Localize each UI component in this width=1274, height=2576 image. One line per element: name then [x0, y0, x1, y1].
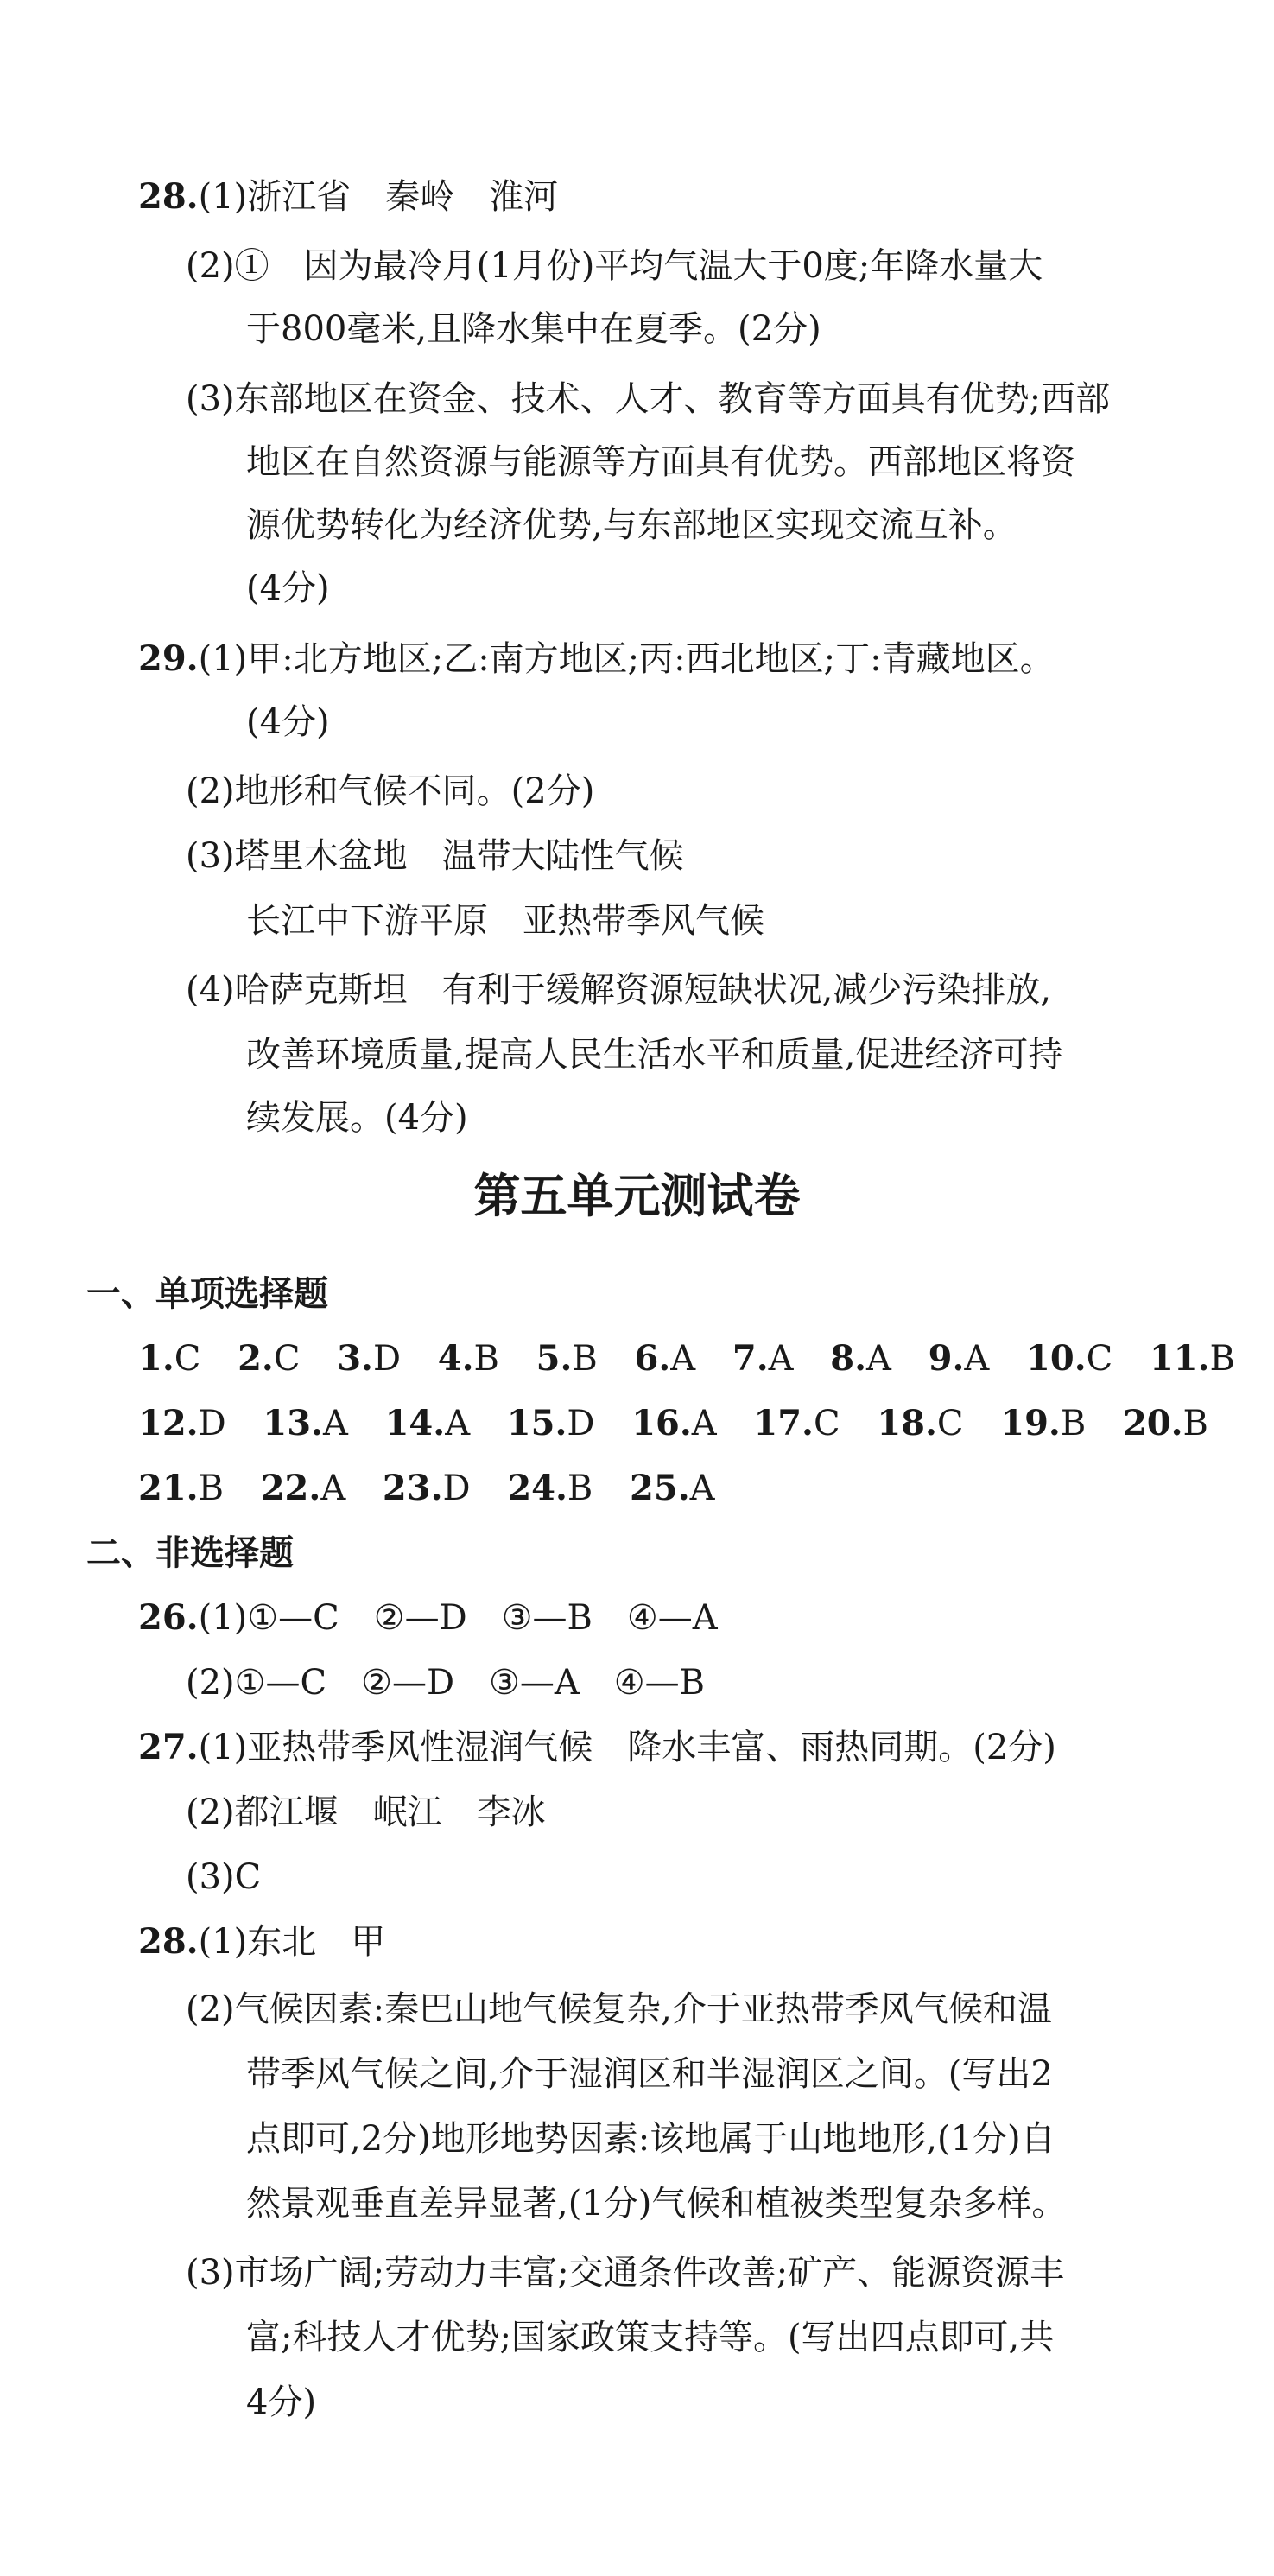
section-heading-non-choice: 二、非选择题: [86, 1533, 294, 1573]
mc-answer: 4.B: [437, 1338, 499, 1379]
mc-answer: 21.B: [138, 1468, 224, 1508]
q29-part3-line1: (3)塔里木盆地 温带大陆性气候: [186, 836, 684, 876]
answer-text: (1)①—C ②—D ③—B ④—A: [198, 1598, 718, 1638]
mc-answer: 18.C: [877, 1403, 964, 1443]
mc-answer: 15.D: [506, 1403, 595, 1443]
question-number: 26.: [138, 1597, 199, 1638]
mc-answer: 5.B: [536, 1338, 598, 1379]
q27-part1: [138, 1723, 1056, 1772]
section-heading-single-choice: 一、单项选择题: [86, 1274, 328, 1314]
q29-part1-line2: (4分): [246, 702, 330, 742]
mc-answer: 16.A: [631, 1403, 717, 1443]
mc-answer: 2.C: [238, 1338, 301, 1379]
mc-answer: 23.D: [382, 1468, 471, 1508]
q29-part3-line2: 长江中下游平原 亚热带季风气候: [246, 901, 764, 941]
answer-text: (1)浙江省 秦岭 淮河: [198, 177, 559, 217]
question-number: 28.: [138, 176, 199, 217]
question-number: 27.: [138, 1727, 199, 1767]
q29-part1-line1: [138, 635, 1055, 683]
q29-part4-line3: 续发展。(4分): [246, 1098, 468, 1138]
answer-text: (1)甲:北方地区;乙:南方地区;丙:西北地区;丁:青藏地区。: [198, 639, 1055, 679]
q27-part3: (3)C: [186, 1857, 262, 1897]
q28b-part3-line2: 富;科技人才优势;国家政策支持等。(写出四点即可,共: [246, 2318, 1055, 2357]
q28-part1: [138, 173, 558, 221]
mc-answer: 14.A: [384, 1403, 471, 1443]
mc-answer: 6.A: [634, 1338, 696, 1379]
mc-answer: 9.A: [928, 1338, 990, 1379]
q28-part2-line1: (2)① 因为最冷月(1月份)平均气温大于0度;年降水量大: [186, 246, 1043, 286]
mc-answers-row-2: [138, 1399, 1208, 1448]
q26-part1: [138, 1594, 718, 1642]
q28b-part2-line3: 点即可,2分)地形地势因素:该地属于山地地形,(1分)自: [246, 2119, 1055, 2159]
mc-answer: 12.D: [138, 1403, 226, 1443]
q29-part2: (2)地形和气候不同。(2分): [186, 771, 595, 811]
q28b-part3-line1: (3)市场广阔;劳动力丰富;交通条件改善;矿产、能源资源丰: [186, 2253, 1065, 2293]
q28-part2-line2: 于800毫米,且降水集中在夏季。(2分): [246, 309, 821, 349]
mc-answer: 7.A: [732, 1338, 794, 1379]
question-number: 28.: [138, 1921, 199, 1962]
q27-part2: (2)都江堰 岷江 李冰: [186, 1792, 546, 1832]
q28-part3-line1: (3)东部地区在资金、技术、人才、教育等方面具有优势;西部: [186, 379, 1111, 419]
mc-answer: 1.C: [138, 1338, 201, 1379]
mc-answer: 11.B: [1149, 1338, 1235, 1379]
mc-answers-row-3: [138, 1464, 715, 1513]
answer-text: (1)东北 甲: [198, 1922, 386, 1962]
question-number: 29.: [138, 638, 199, 679]
mc-answer: 17.C: [753, 1403, 840, 1443]
q28b-part2-line1: (2)气候因素:秦巴山地气候复杂,介于亚热带季风气候和温: [186, 1989, 1052, 2029]
q29-part4-line2: 改善环境质量,提高人民生活水平和质量,促进经济可持: [246, 1035, 1063, 1075]
q28b-part1: [138, 1918, 385, 1966]
answer-text: (1)亚热带季风性湿润气候 降水丰富、雨热同期。(2分): [198, 1728, 1056, 1767]
q28b-part2-line2: 带季风气候之间,介于湿润区和半湿润区之间。(写出2: [246, 2054, 1053, 2094]
mc-answer: 13.A: [263, 1403, 348, 1443]
mc-answer: 22.A: [260, 1468, 346, 1508]
mc-answers-row-1: [138, 1335, 1235, 1383]
q28b-part3-line3: 4分): [246, 2382, 317, 2422]
mc-answer: 20.B: [1122, 1403, 1208, 1443]
mc-answer: 24.B: [507, 1468, 593, 1508]
q28b-part2-line4: 然景观垂直差异显著,(1分)气候和植被类型复杂多样。: [246, 2184, 1067, 2224]
q28-part3-line4: (4分): [246, 568, 330, 608]
unit-title: 第五单元测试卷: [473, 1169, 801, 1223]
q28-part3-line3: 源优势转化为经济优势,与东部地区实现交流互补。: [246, 505, 1017, 545]
mc-answer: 19.B: [1000, 1403, 1087, 1443]
mc-answer: 10.C: [1026, 1338, 1113, 1379]
mc-answer: 8.A: [830, 1338, 891, 1379]
mc-answer: 3.D: [337, 1338, 402, 1379]
q28-part3-line2: 地区在自然资源与能源等方面具有优势。西部地区将资: [246, 442, 1075, 482]
mc-answer: 25.A: [630, 1468, 715, 1508]
q26-part2: (2)①—C ②—D ③—A ④—B: [186, 1663, 706, 1703]
q29-part4-line1: (4)哈萨克斯坦 有利于缓解资源短缺状况,减少污染排放,: [186, 970, 1052, 1010]
